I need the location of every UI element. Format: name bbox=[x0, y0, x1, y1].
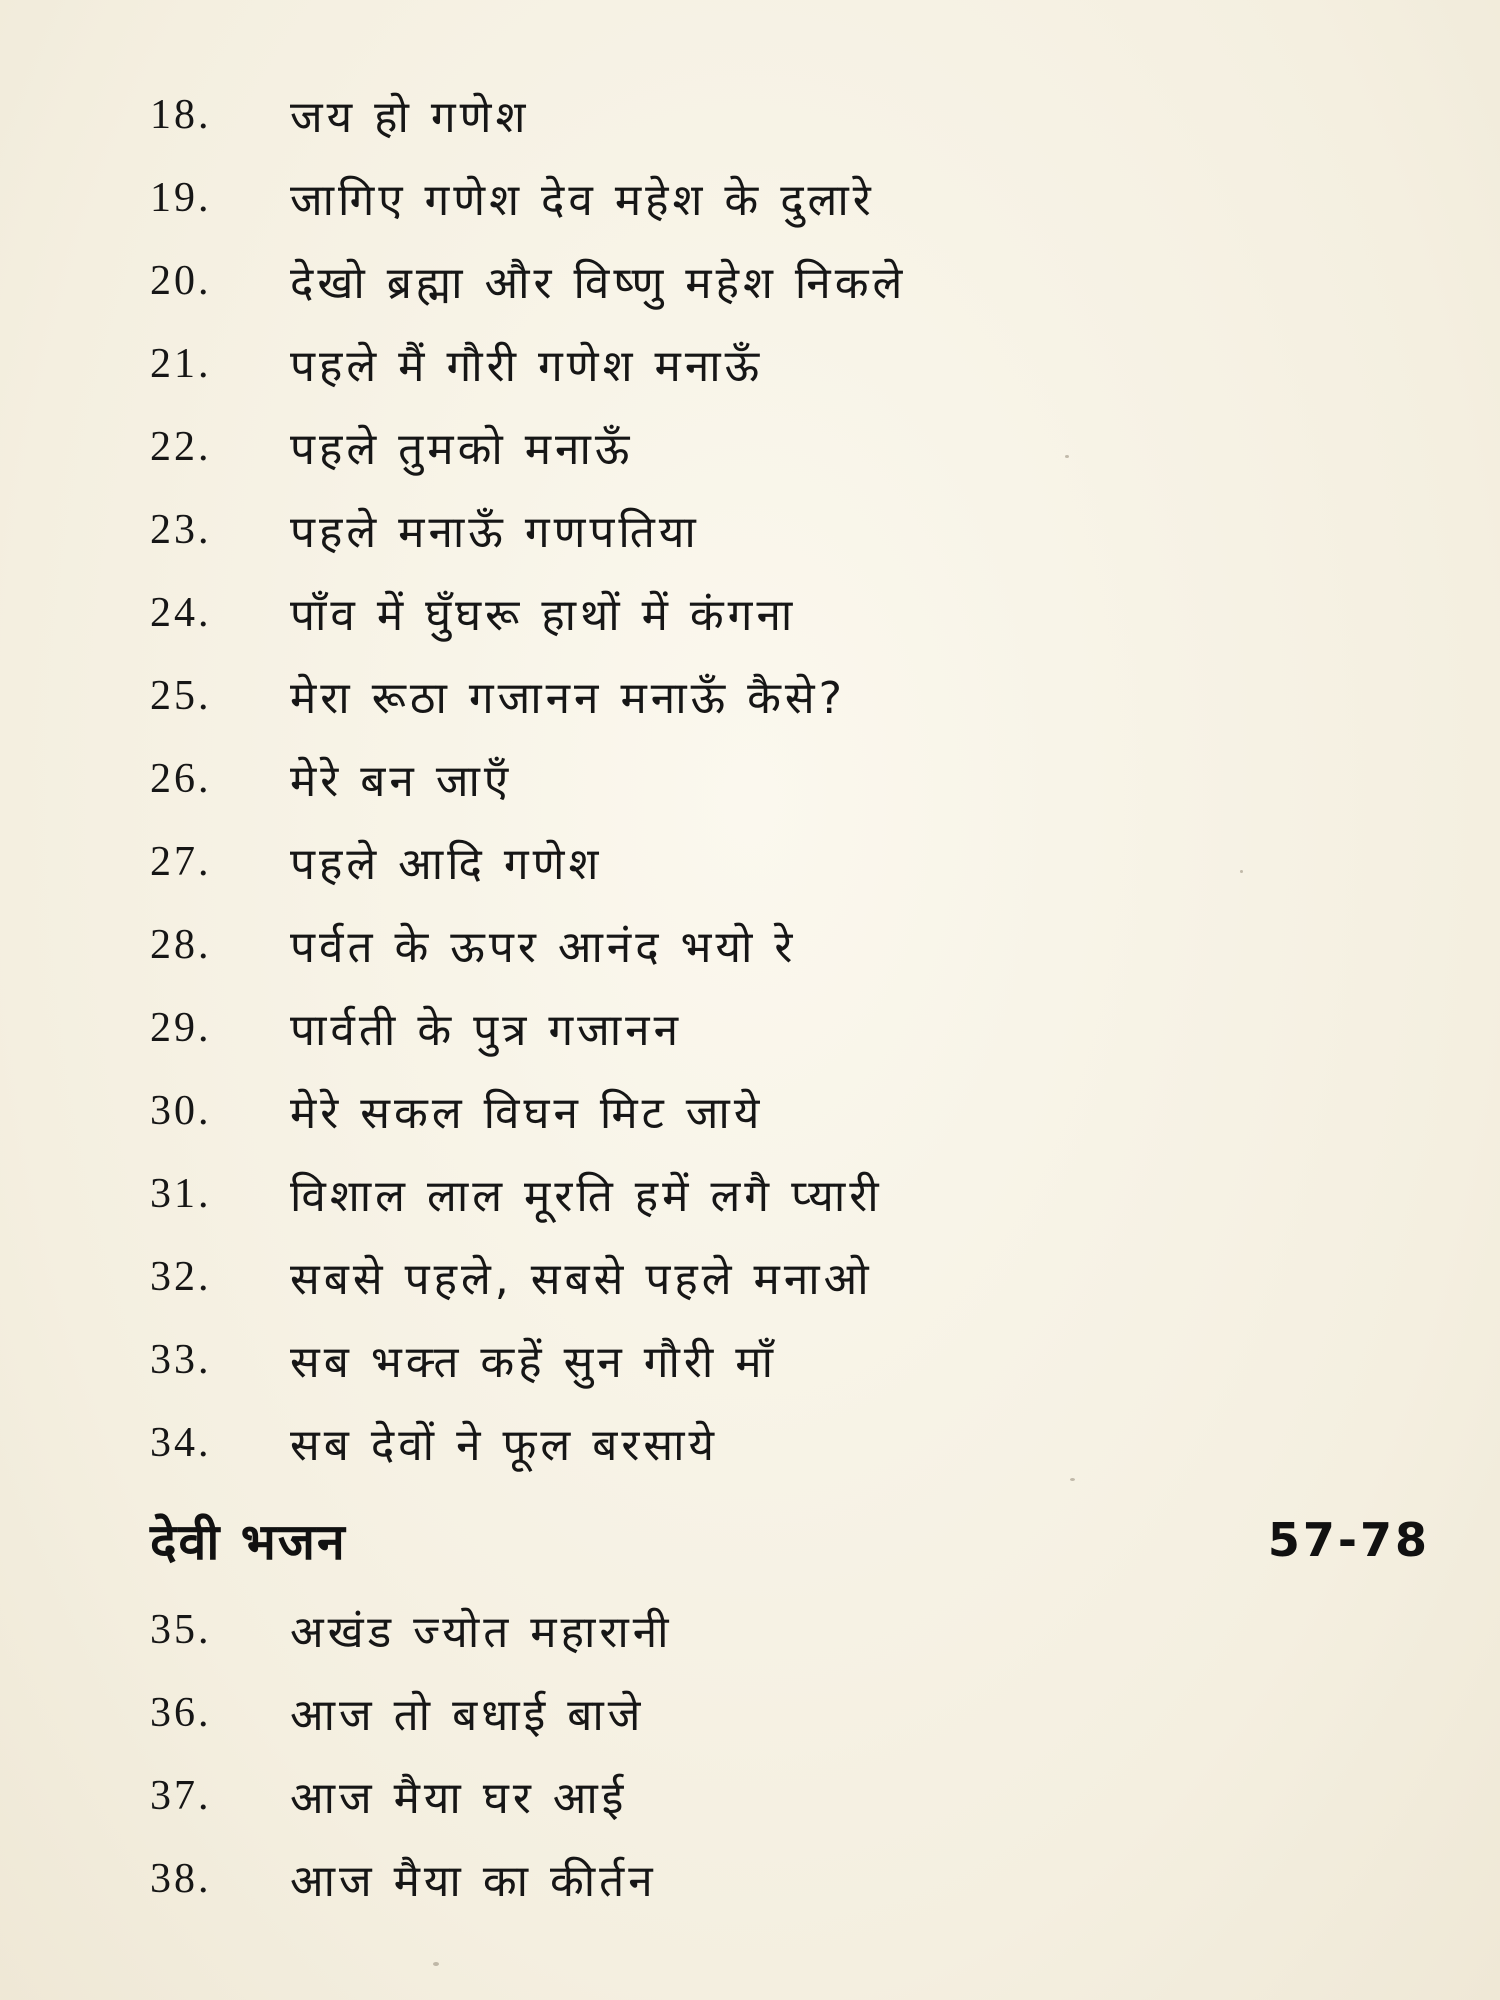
section-title: देवी भजन bbox=[150, 1513, 347, 1571]
toc-entry-36 bbox=[150, 1683, 644, 1743]
entry-number: 25. bbox=[150, 673, 212, 719]
toc-entry-33 bbox=[150, 1330, 777, 1390]
entry-title: जय हो गणेश bbox=[290, 92, 530, 143]
entry-number: 37. bbox=[150, 1773, 212, 1819]
toc-entry-35 bbox=[150, 1600, 673, 1660]
entry-title: सबसे पहले, सबसे पहले मनाओ bbox=[290, 1254, 873, 1305]
entry-number: 38. bbox=[150, 1856, 212, 1902]
entry-number: 21. bbox=[150, 341, 212, 387]
entry-title: जागिए गणेश देव महेश के दुलारे bbox=[290, 175, 875, 226]
toc-entry-31 bbox=[150, 1164, 883, 1224]
toc-entry-30 bbox=[150, 1081, 763, 1141]
toc-entry-25 bbox=[150, 666, 846, 726]
entry-title: पहले तुमको मनाऊँ bbox=[290, 424, 634, 475]
paper-speck bbox=[433, 1962, 439, 1966]
entry-title: मेरे बन जाएँ bbox=[290, 756, 513, 807]
entry-number: 24. bbox=[150, 590, 212, 636]
section-page-range: 57-78 bbox=[1267, 1513, 1430, 1567]
toc-entry-32 bbox=[150, 1247, 873, 1307]
entry-title: पार्वती के पुत्र गजानन bbox=[290, 1005, 683, 1056]
entry-number: 18. bbox=[150, 92, 212, 138]
entry-title: आज मैया घर आई bbox=[290, 1773, 628, 1824]
entry-title: मेरा रूठा गजानन मनाऊँ कैसे? bbox=[290, 673, 847, 724]
toc-entry-18 bbox=[150, 85, 529, 145]
entry-number: 31. bbox=[150, 1171, 212, 1217]
entry-number: 32. bbox=[150, 1254, 212, 1300]
entry-title: आज मैया का कीर्तन bbox=[290, 1856, 657, 1907]
entry-number: 30. bbox=[150, 1088, 212, 1134]
entry-title: पहले आदि गणेश bbox=[290, 839, 603, 890]
entry-number: 22. bbox=[150, 424, 212, 470]
entry-number: 28. bbox=[150, 922, 212, 968]
toc-entry-26 bbox=[150, 749, 512, 809]
toc-entry-37 bbox=[150, 1766, 627, 1826]
entry-number: 29. bbox=[150, 1005, 212, 1051]
toc-entry-29 bbox=[150, 998, 682, 1058]
entry-title: सब भक्त कहें सुन गौरी माँ bbox=[290, 1337, 777, 1388]
entry-number: 27. bbox=[150, 839, 212, 885]
entry-number: 26. bbox=[150, 756, 212, 802]
entry-number: 23. bbox=[150, 507, 212, 553]
entry-number: 34. bbox=[150, 1420, 212, 1466]
entry-number: 33. bbox=[150, 1337, 212, 1383]
toc-entry-24 bbox=[150, 583, 796, 643]
toc-entry-21 bbox=[150, 334, 763, 394]
entry-title: आज तो बधाई बाजे bbox=[290, 1690, 645, 1741]
entry-number: 20. bbox=[150, 258, 212, 304]
toc-entry-19 bbox=[150, 168, 875, 228]
toc-entry-28 bbox=[150, 915, 796, 975]
entry-title: विशाल लाल मूरति हमें लगै प्यारी bbox=[290, 1171, 883, 1222]
toc-entry-34 bbox=[150, 1413, 718, 1473]
toc-entry-27 bbox=[150, 832, 602, 892]
paper-speck bbox=[1065, 455, 1069, 458]
entry-number: 36. bbox=[150, 1690, 212, 1736]
entry-title: पर्वत के ऊपर आनंद भयो रे bbox=[290, 922, 797, 973]
paper-speck bbox=[1070, 1478, 1075, 1481]
entry-title: अखंड ज्योत महारानी bbox=[290, 1607, 673, 1658]
entry-number: 35. bbox=[150, 1607, 212, 1653]
toc-entry-23 bbox=[150, 500, 700, 560]
entry-title: सब देवों ने फूल बरसाये bbox=[290, 1420, 718, 1471]
entry-title: देखो ब्रह्मा और विष्णु महेश निकले bbox=[290, 258, 907, 309]
entry-number: 19. bbox=[150, 175, 212, 221]
section-heading bbox=[150, 1505, 1430, 1575]
paper-speck bbox=[1240, 870, 1243, 873]
toc-entry-20 bbox=[150, 251, 906, 311]
entry-title: पहले मैं गौरी गणेश मनाऊँ bbox=[290, 341, 764, 392]
entry-title: पहले मनाऊँ गणपतिया bbox=[290, 507, 700, 558]
toc-entry-22 bbox=[150, 417, 633, 477]
entry-title: मेरे सकल विघन मिट जाये bbox=[290, 1088, 764, 1139]
toc-entry-38 bbox=[150, 1849, 657, 1909]
entry-title: पाँव में घुँघरू हाथों में कंगना bbox=[290, 590, 797, 641]
